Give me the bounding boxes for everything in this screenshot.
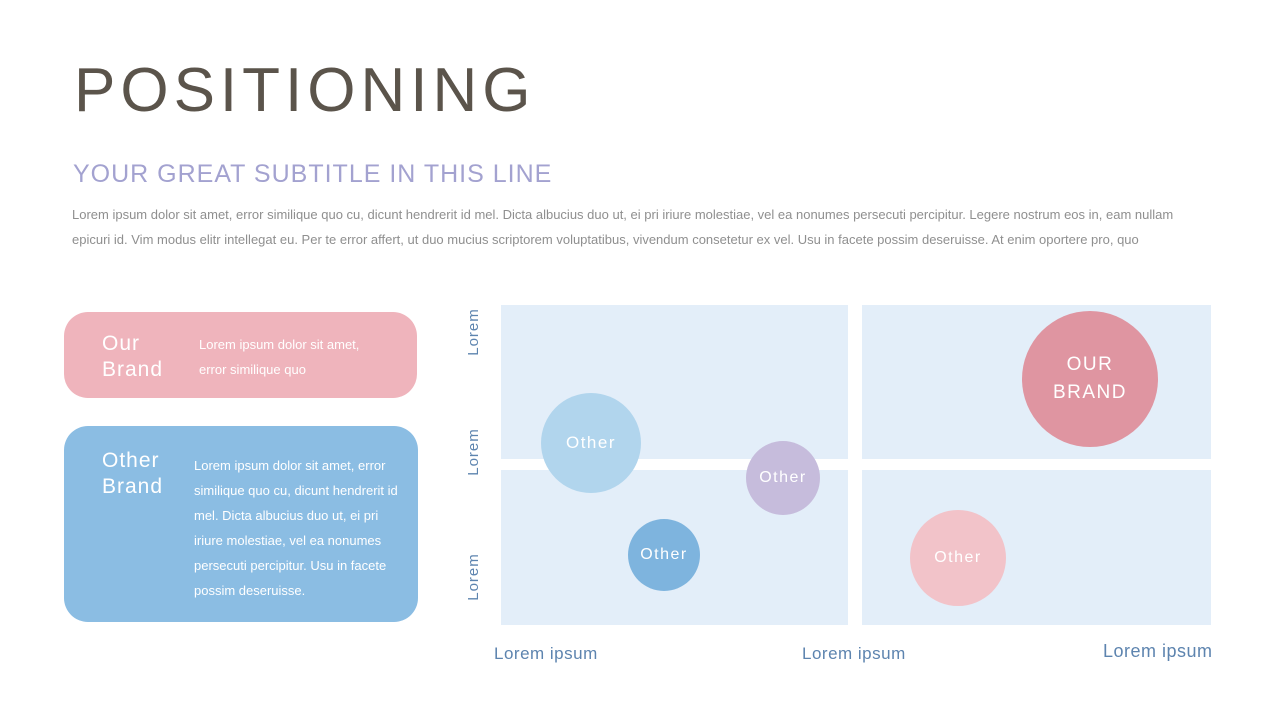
- intro-paragraph-line-2: epicuri id. Vim modus elitr intellegat eu. Per te error affert, ut duo mucius scriptorem voluptatibus, vivendum consetetur ex vel. Usu in facete possim deseruisse. At enim oportere pro, quo: [72, 232, 1139, 247]
- bubble-label: OUR BRAND: [1052, 354, 1127, 403]
- bubble-label: Other: [565, 432, 617, 452]
- other-bubble-center-left: [746, 441, 820, 515]
- x-axis-label-right: Lorem ipsum: [1103, 641, 1213, 661]
- y-axis-label-bottom: Lorem: [464, 553, 482, 601]
- y-axis-label-middle: Lorem: [464, 428, 482, 476]
- other-bubble-bottom-left: [628, 519, 700, 591]
- x-axis-label-middle: Lorem ipsum: [802, 644, 906, 663]
- other-bubble-top-left: [541, 393, 641, 493]
- our-brand-card-title: Our Brand: [102, 332, 164, 381]
- page-subtitle: YOUR GREAT SUBTITLE IN THIS LINE: [73, 160, 553, 188]
- y-axis-label-top: Lorem: [464, 308, 482, 356]
- x-axis-label-left: Lorem ipsum: [494, 644, 598, 663]
- other-brand-card-text: Lorem ipsum dolor sit amet, error similique quo cu, dicunt hendrerit id mel. Dicta albucius duo ut, ei pri iriure molestiae, vel ea nonumes persecuti percipitur. Usu in facete possim deseruisse.: [194, 458, 398, 598]
- other-brand-card: [64, 426, 418, 622]
- intro-paragraph: [72, 202, 1173, 252]
- bubble-label: Other: [759, 469, 807, 487]
- other-brand-card-title: Other Brand: [102, 449, 164, 498]
- our-brand-bubble: [1022, 311, 1158, 447]
- our-brand-card: [64, 312, 417, 398]
- bubble-label: Other: [640, 546, 688, 564]
- intro-paragraph-line-1: Lorem ipsum dolor sit amet, error similique quo cu, dicunt hendrerit id mel. Dicta albucius duo ut, ei pri iriure molestiae, vel ea nonumes persecuti percipitur. Legere nostrum eos in, eam nullam: [72, 207, 1174, 222]
- page-title: POSITIONING: [74, 56, 536, 125]
- our-brand-card-text: Lorem ipsum dolor sit amet, error similique quo: [199, 337, 360, 377]
- other-bubble-bottom-right: [910, 510, 1006, 606]
- bubble-label: Other: [934, 549, 982, 567]
